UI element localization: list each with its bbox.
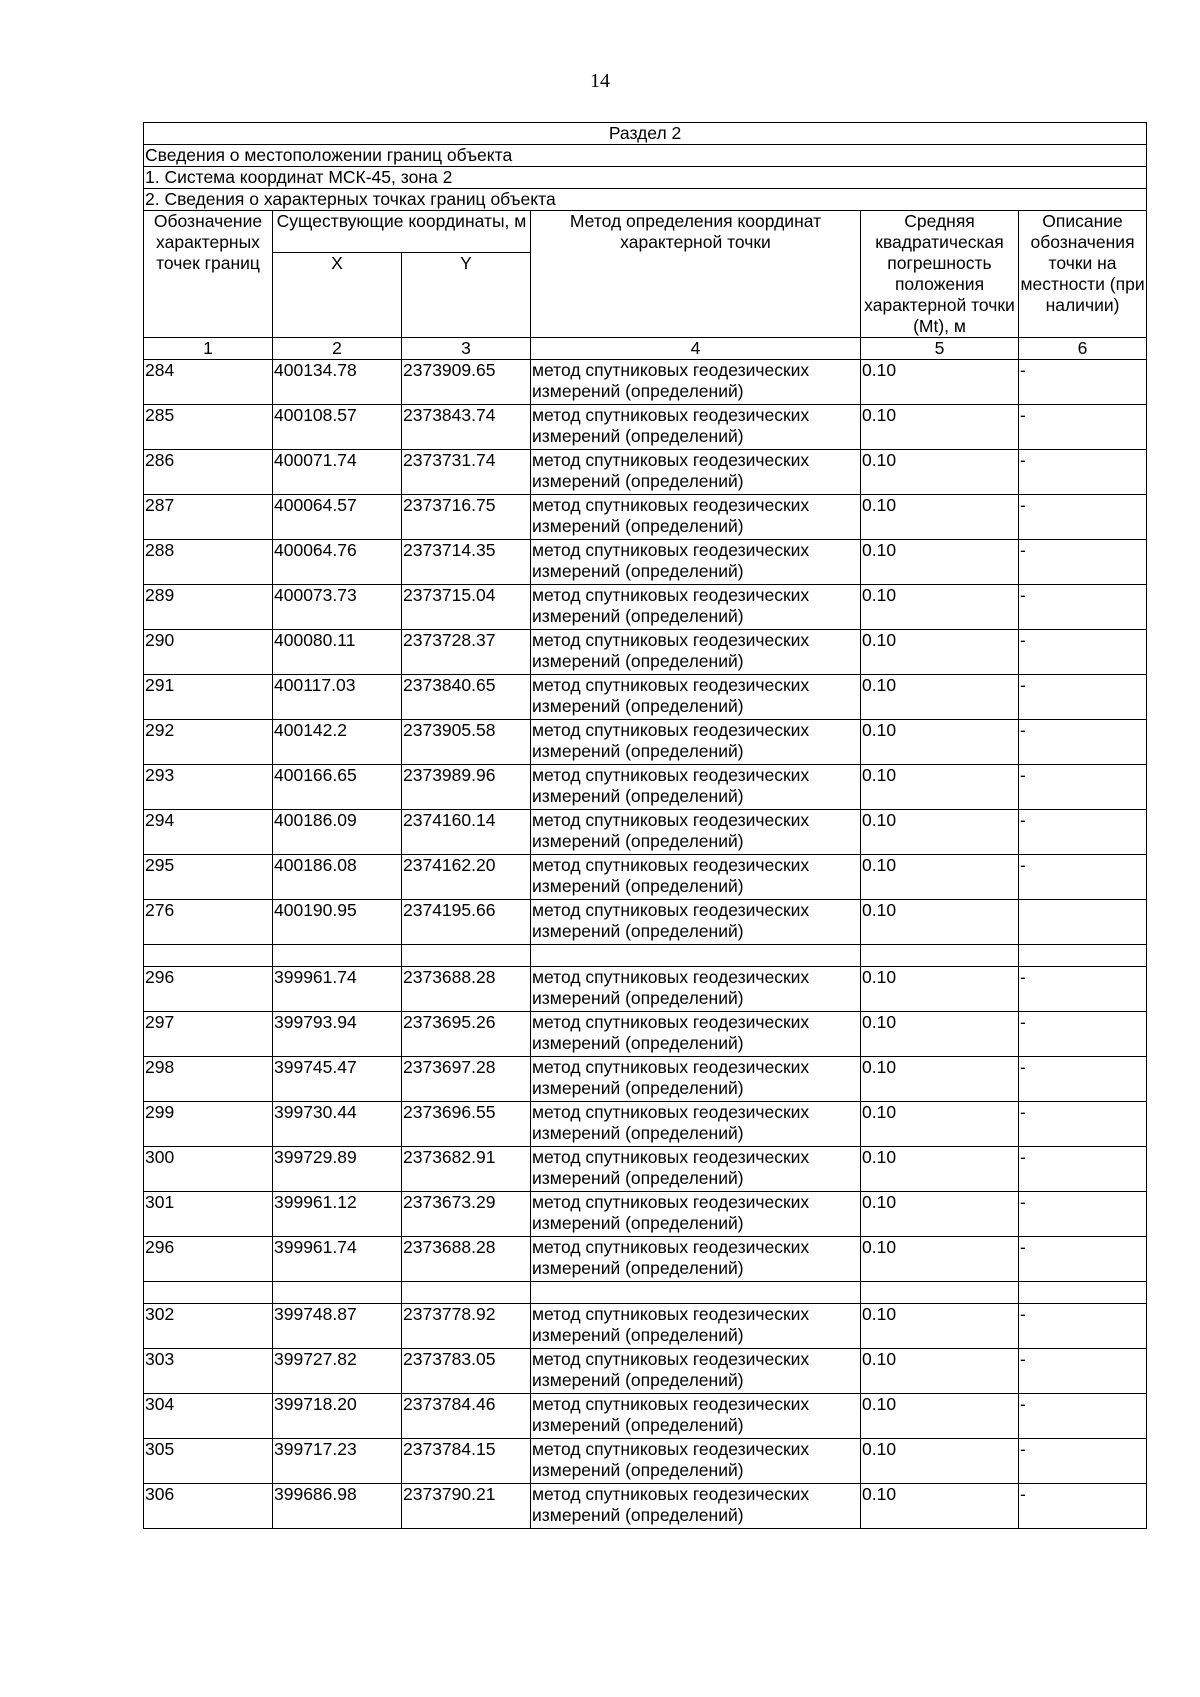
mt-error: 0.10 (861, 1057, 1019, 1102)
point-id: 299 (144, 1102, 273, 1147)
coord-x: 399793.94 (273, 1012, 402, 1057)
mt-error: 0.10 (861, 967, 1019, 1012)
blank-cell (144, 1282, 273, 1304)
point-id: 305 (144, 1439, 273, 1484)
column-number: 4 (531, 338, 861, 360)
table-row (144, 495, 1147, 540)
mt-error: 0.10 (861, 900, 1019, 945)
point-id: 285 (144, 405, 273, 450)
mt-error: 0.10 (861, 810, 1019, 855)
mt-error: 0.10 (861, 720, 1019, 765)
coord-x: 400064.57 (273, 495, 402, 540)
method: метод спутниковых геодезических измерений (определений) (531, 1057, 861, 1102)
mt-error: 0.10 (861, 1349, 1019, 1394)
blank-cell (402, 945, 531, 967)
table-row (144, 405, 1147, 450)
coordinate-system: 1. Система координат МСК-45, зона 2 (144, 167, 1147, 189)
coord-x: 399961.74 (273, 967, 402, 1012)
points-heading: 2. Сведения о характерных точках границ объекта (144, 189, 1147, 211)
column-number: 2 (273, 338, 402, 360)
coord-y: 2373909.65 (402, 360, 531, 405)
coord-x: 399748.87 (273, 1304, 402, 1349)
point-id: 296 (144, 1237, 273, 1282)
table-row (144, 675, 1147, 720)
point-description: - (1019, 1102, 1147, 1147)
header-x: X (273, 253, 402, 338)
boundary-points-table (143, 122, 1147, 1529)
blank-cell (402, 1282, 531, 1304)
point-description: - (1019, 540, 1147, 585)
table-row (144, 630, 1147, 675)
method: метод спутниковых геодезических измерений (определений) (531, 855, 861, 900)
table-row (144, 967, 1147, 1012)
table-row (144, 540, 1147, 585)
point-description: - (1019, 405, 1147, 450)
point-id: 288 (144, 540, 273, 585)
point-id: 292 (144, 720, 273, 765)
coord-y: 2373716.75 (402, 495, 531, 540)
coord-y: 2374162.20 (402, 855, 531, 900)
table-row (144, 1147, 1147, 1192)
table-row (144, 360, 1147, 405)
point-id: 287 (144, 495, 273, 540)
point-description: - (1019, 1439, 1147, 1484)
table-row (144, 1439, 1147, 1484)
point-description: - (1019, 810, 1147, 855)
coord-y: 2373784.15 (402, 1439, 531, 1484)
column-number: 3 (402, 338, 531, 360)
method: метод спутниковых геодезических измерений (определений) (531, 675, 861, 720)
blank-cell (861, 1282, 1019, 1304)
coord-x: 399727.82 (273, 1349, 402, 1394)
column-number: 5 (861, 338, 1019, 360)
table-row-blank (144, 1282, 1147, 1304)
point-description: - (1019, 495, 1147, 540)
method: метод спутниковых геодезических измерений (определений) (531, 1349, 861, 1394)
method: метод спутниковых геодезических измерений (определений) (531, 450, 861, 495)
point-description: - (1019, 1484, 1147, 1529)
point-id: 303 (144, 1349, 273, 1394)
blank-cell (861, 945, 1019, 967)
coord-y: 2373790.21 (402, 1484, 531, 1529)
mt-error: 0.10 (861, 630, 1019, 675)
point-id: 291 (144, 675, 273, 720)
table-row (144, 1304, 1147, 1349)
point-description: - (1019, 1012, 1147, 1057)
method: метод спутниковых геодезических измерений (определений) (531, 360, 861, 405)
blank-cell (1019, 1282, 1147, 1304)
blank-cell (531, 1282, 861, 1304)
point-description: - (1019, 720, 1147, 765)
header-y: Y (402, 253, 531, 338)
mt-error: 0.10 (861, 405, 1019, 450)
mt-error: 0.10 (861, 360, 1019, 405)
coord-x: 400134.78 (273, 360, 402, 405)
coord-x: 400117.03 (273, 675, 402, 720)
coord-y: 2373905.58 (402, 720, 531, 765)
method: метод спутниковых геодезических измерений (определений) (531, 1304, 861, 1349)
point-id: 306 (144, 1484, 273, 1529)
coord-x: 399745.47 (273, 1057, 402, 1102)
coord-x: 400064.76 (273, 540, 402, 585)
coord-x: 400080.11 (273, 630, 402, 675)
table-row (144, 1192, 1147, 1237)
mt-error: 0.10 (861, 1237, 1019, 1282)
table-row (144, 1012, 1147, 1057)
coord-x: 400142.2 (273, 720, 402, 765)
table-row (144, 720, 1147, 765)
blank-cell (531, 945, 861, 967)
method: метод спутниковых геодезических измерений (определений) (531, 720, 861, 765)
table-row (144, 450, 1147, 495)
point-description: - (1019, 855, 1147, 900)
coord-x: 399729.89 (273, 1147, 402, 1192)
blank-cell (144, 945, 273, 967)
point-id: 302 (144, 1304, 273, 1349)
method: метод спутниковых геодезических измерений (определений) (531, 1192, 861, 1237)
point-description: - (1019, 1349, 1147, 1394)
table-row (144, 1484, 1147, 1529)
mt-error: 0.10 (861, 1192, 1019, 1237)
mt-error: 0.10 (861, 450, 1019, 495)
coord-x: 400166.65 (273, 765, 402, 810)
column-number: 6 (1019, 338, 1147, 360)
point-description: - (1019, 675, 1147, 720)
method: метод спутниковых геодезических измерений (определений) (531, 1439, 861, 1484)
point-description: - (1019, 1147, 1147, 1192)
coord-y: 2373843.74 (402, 405, 531, 450)
coord-y: 2373728.37 (402, 630, 531, 675)
point-id: 296 (144, 967, 273, 1012)
coord-y: 2373714.35 (402, 540, 531, 585)
header-description: Описание обозначения точки на местности (при наличии) (1019, 211, 1147, 338)
point-id: 293 (144, 765, 273, 810)
mt-error: 0.10 (861, 495, 1019, 540)
point-id: 300 (144, 1147, 273, 1192)
method: метод спутниковых геодезических измерений (определений) (531, 495, 861, 540)
mt-error: 0.10 (861, 675, 1019, 720)
method: метод спутниковых геодезических измерений (определений) (531, 1012, 861, 1057)
coord-y: 2373778.92 (402, 1304, 531, 1349)
blank-cell (273, 1282, 402, 1304)
coord-y: 2373695.26 (402, 1012, 531, 1057)
mt-error: 0.10 (861, 1439, 1019, 1484)
method: метод спутниковых геодезических измерений (определений) (531, 810, 861, 855)
table-row (144, 1237, 1147, 1282)
coord-y: 2373840.65 (402, 675, 531, 720)
table-row (144, 900, 1147, 945)
method: метод спутниковых геодезических измерений (определений) (531, 1237, 861, 1282)
coord-x: 400071.74 (273, 450, 402, 495)
header-designation: Обозначение характерных точек границ (144, 211, 273, 338)
point-id: 304 (144, 1394, 273, 1439)
coord-x: 399718.20 (273, 1394, 402, 1439)
coord-x: 400186.09 (273, 810, 402, 855)
coord-y: 2374160.14 (402, 810, 531, 855)
point-description: - (1019, 1394, 1147, 1439)
coord-y: 2373682.91 (402, 1147, 531, 1192)
coord-y: 2373696.55 (402, 1102, 531, 1147)
blank-cell (1019, 945, 1147, 967)
coord-y: 2373783.05 (402, 1349, 531, 1394)
point-description (1019, 900, 1147, 945)
method: метод спутниковых геодезических измерений (определений) (531, 1394, 861, 1439)
point-id: 289 (144, 585, 273, 630)
table-row (144, 810, 1147, 855)
mt-error: 0.10 (861, 585, 1019, 630)
header-method: Метод определения координат характерной точки (531, 211, 861, 338)
point-description: - (1019, 585, 1147, 630)
point-description: - (1019, 967, 1147, 1012)
method: метод спутниковых геодезических измерений (определений) (531, 540, 861, 585)
point-id: 290 (144, 630, 273, 675)
point-id: 276 (144, 900, 273, 945)
coord-y: 2373715.04 (402, 585, 531, 630)
method: метод спутниковых геодезических измерений (определений) (531, 1484, 861, 1529)
table-row-blank (144, 945, 1147, 967)
coord-y: 2373989.96 (402, 765, 531, 810)
point-id: 294 (144, 810, 273, 855)
coord-y: 2374195.66 (402, 900, 531, 945)
method: метод спутниковых геодезических измерений (определений) (531, 630, 861, 675)
coord-x: 400073.73 (273, 585, 402, 630)
table-row (144, 585, 1147, 630)
method: метод спутниковых геодезических измерений (определений) (531, 1102, 861, 1147)
coord-x: 400186.08 (273, 855, 402, 900)
method: метод спутниковых геодезических измерений (определений) (531, 900, 861, 945)
point-description: - (1019, 630, 1147, 675)
coord-y: 2373688.28 (402, 967, 531, 1012)
point-id: 301 (144, 1192, 273, 1237)
method: метод спутниковых геодезических измерений (определений) (531, 765, 861, 810)
mt-error: 0.10 (861, 1484, 1019, 1529)
table-row (144, 765, 1147, 810)
column-number: 1 (144, 338, 273, 360)
table-row (144, 1057, 1147, 1102)
point-id: 284 (144, 360, 273, 405)
point-description: - (1019, 1192, 1147, 1237)
point-description: - (1019, 765, 1147, 810)
coord-x: 399717.23 (273, 1439, 402, 1484)
mt-error: 0.10 (861, 1394, 1019, 1439)
header-existing-coords: Существующие координаты, м (273, 211, 531, 253)
coord-y: 2373697.28 (402, 1057, 531, 1102)
coord-x: 399961.74 (273, 1237, 402, 1282)
method: метод спутниковых геодезических измерений (определений) (531, 1147, 861, 1192)
mt-error: 0.10 (861, 765, 1019, 810)
coord-x: 399961.12 (273, 1192, 402, 1237)
table-row (144, 1102, 1147, 1147)
point-id: 286 (144, 450, 273, 495)
method: метод спутниковых геодезических измерений (определений) (531, 585, 861, 630)
table-row (144, 1394, 1147, 1439)
point-description: - (1019, 1057, 1147, 1102)
method: метод спутниковых геодезических измерений (определений) (531, 967, 861, 1012)
mt-error: 0.10 (861, 1147, 1019, 1192)
coord-x: 400108.57 (273, 405, 402, 450)
table-subtitle: Сведения о местоположении границ объекта (144, 145, 1147, 167)
mt-error: 0.10 (861, 540, 1019, 585)
point-id: 297 (144, 1012, 273, 1057)
mt-error: 0.10 (861, 1012, 1019, 1057)
page-number: 14 (590, 70, 610, 92)
coord-y: 2373731.74 (402, 450, 531, 495)
blank-cell (273, 945, 402, 967)
method: метод спутниковых геодезических измерений (определений) (531, 405, 861, 450)
section-title: Раздел 2 (144, 123, 1147, 145)
coord-x: 399730.44 (273, 1102, 402, 1147)
mt-error: 0.10 (861, 1102, 1019, 1147)
header-error: Средняя квадратическая погрешность положения характерной точки (Mt), м (861, 211, 1019, 338)
point-description: - (1019, 450, 1147, 495)
point-description: - (1019, 1237, 1147, 1282)
table-row (144, 1349, 1147, 1394)
point-id: 298 (144, 1057, 273, 1102)
coord-y: 2373688.28 (402, 1237, 531, 1282)
mt-error: 0.10 (861, 855, 1019, 900)
point-id: 295 (144, 855, 273, 900)
point-description: - (1019, 360, 1147, 405)
coord-x: 400190.95 (273, 900, 402, 945)
coord-y: 2373673.29 (402, 1192, 531, 1237)
point-description: - (1019, 1304, 1147, 1349)
coord-x: 399686.98 (273, 1484, 402, 1529)
coord-y: 2373784.46 (402, 1394, 531, 1439)
mt-error: 0.10 (861, 1304, 1019, 1349)
table-row (144, 855, 1147, 900)
